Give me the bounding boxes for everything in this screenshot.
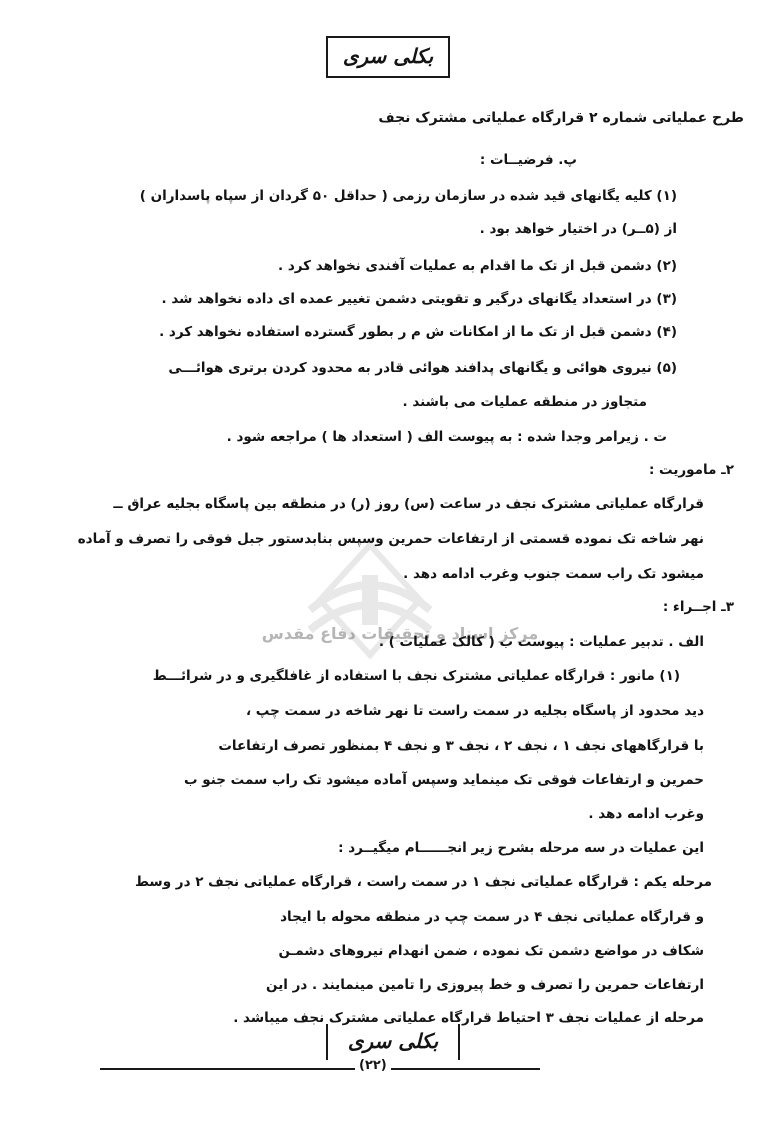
- assumption-5: (۵) نیروی هوائی و یگانهای پدافند هوائی قادر به محدود کردن برتری هوائـــی: [168, 360, 677, 376]
- classification-stamp-top: بکلی سری: [326, 36, 450, 78]
- mission-heading: ۲ـ ماموریت :: [648, 462, 734, 478]
- mission-text-3: میشود تک راب سمت جنوب وغرب ادامه دهد .: [403, 566, 704, 582]
- maneuver-3: با قرارگاههای نجف ۱ ، نجف ۲ ، نجف ۳ و نجف ۴ بمنظور تصرف ارتفاعات: [218, 738, 704, 754]
- assumption-2: (۲) دشمن قبل از تک ما اقدام به عملیات آفندی نخواهد کرد .: [278, 258, 677, 274]
- maneuver-4: حمرین و ارتفاعات فوقی تک مینماید وسپس آماده میشود تک راب سمت جنو ب: [183, 772, 704, 788]
- classification-stamp-bottom: بکلی سری: [326, 1024, 460, 1060]
- mission-text-2: نهر شاخه تک نموده قسمتی از ارتفاعات حمرین وسپس بنابدستور جبل فوقی را تصرف و آماده: [77, 531, 704, 547]
- assumptions-heading: پ. فرضیــات :: [479, 152, 577, 168]
- page-number: (۲۲): [355, 1058, 391, 1073]
- maneuver-1: (۱) مانور : قرارگاه عملیاتی مشترک نجف با استفاده از غافلگیری و در شرائـــط: [152, 668, 680, 684]
- document-title: طرح عملیاتی شماره ۲ قرارگاه عملیاتی مشترک نجف: [378, 110, 744, 126]
- assumption-3: (۳) در استعداد یگانهای درگیر و تقویتی دشمن تغییر عمده ای داده نخواهد شد .: [161, 291, 677, 307]
- phase-one-2: و قرارگاه عملیاتی نجف ۴ در سمت چپ در منطقه محوله با ایجاد: [280, 909, 704, 925]
- archive-logo-icon: [250, 540, 490, 670]
- assumption-5-cont: متجاوز در منطقه عملیات می باشند .: [402, 394, 647, 410]
- phase-one-5: مرحله از عملیات نجف ۳ احتیاط قرارگاه عملیاتی مشترک نجف میباشد .: [233, 1010, 704, 1026]
- phases-intro: این عملیات در سه مرحله بشرح زیر انجــــــام میگیــرد :: [338, 840, 704, 856]
- subordination-note: ت . زیرامر وجدا شده : به پیوست الف ( استعداد ها ) مراجعه شود .: [226, 429, 667, 445]
- mission-text-1: قرارگاه عملیاتی مشترک نجف در ساعت (س) روز (ر) در منطقه بین پاسگاه بجلیه عراق ــ: [113, 496, 704, 512]
- assumption-1-cont: از (۵ــر) در اختیار خواهد بود .: [479, 221, 677, 237]
- maneuver-5: وغرب ادامه دهد .: [588, 806, 704, 822]
- assumption-4: (۴) دشمن قبل از تک ما از امکانات ش م ر بطور گسترده استفاده نخواهد کرد .: [159, 324, 677, 340]
- maneuver-2: دید محدود از پاسگاه بجلیه در سمت راست تا نهر شاخه در سمت چپ ،: [245, 703, 704, 719]
- archive-watermark-text: مرکز اسناد و تحقیقات دفاع مقدس: [261, 624, 539, 643]
- execution-heading: ۳ـ اجــراء :: [662, 599, 734, 615]
- operation-concept: الف . تدبیر عملیات : پیوست ب ( کالک عملیات ) .: [378, 634, 704, 650]
- phase-one-4: ارتفاعات حمرین را تصرف و خط پیروزی را تامین مینمایند . در این: [266, 977, 704, 993]
- phase-one-1: مرحله یکم : قرارگاه عملیاتی نجف ۱ در سمت راست ، قرارگاه عملیاتی نجف ۲ در وسط: [134, 874, 712, 890]
- footer-rule: [100, 1068, 540, 1070]
- assumption-1: (۱) کلیه یگانهای قید شده در سازمان رزمی ( حداقل ۵۰ گردان از سپاه پاسداران ): [139, 188, 677, 204]
- phase-one-3: شکاف در مواضع دشمن تک نموده ، ضمن انهدام نیروهای دشمـن: [278, 943, 704, 959]
